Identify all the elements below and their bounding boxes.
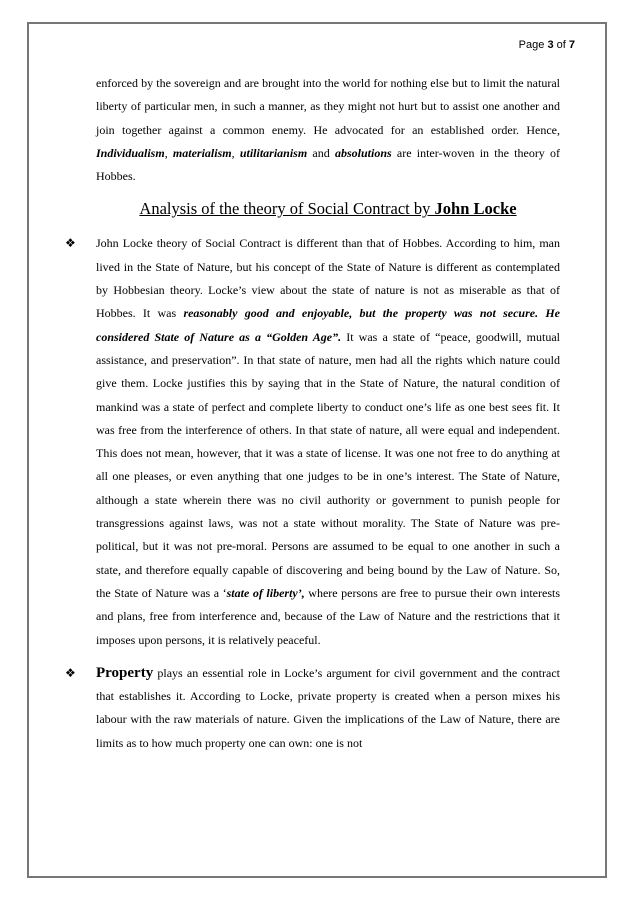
heading-name: John Locke	[434, 199, 517, 219]
paragraph-hobbes	[96, 72, 560, 188]
keyword-individualism: Individualism	[96, 145, 165, 160]
text-run: where persons are free to pursue their own interests and plans, free from interference and, because of the Law of Nature and the restrictions that it imposes upon persons, it is relatively peaceful.	[96, 585, 561, 647]
page-number	[519, 39, 575, 51]
spacer	[96, 652, 560, 662]
text-run: ,	[164, 145, 173, 160]
keyword-property: Property	[96, 664, 154, 681]
diamond-bullet-icon: ❖	[65, 665, 76, 680]
section-heading	[96, 198, 560, 220]
bullet-property	[65, 662, 560, 755]
bullet-state-of-nature	[65, 232, 561, 651]
page-total: 7	[568, 39, 575, 51]
paragraph-state-of-nature	[96, 232, 560, 651]
keyword-utilitarianism: utilitarianism	[239, 145, 308, 160]
page-of-label: of	[556, 39, 566, 51]
text-run: plays an essential role in Locke’s argument for civil government and the contract that establishes it. According to Locke, private property is created when a person mixes his labour with the raw materials of nature. Given the implications of the Law of Nature, there are limits as to how much property one can own: one is not	[96, 665, 560, 750]
heading-prefix: Analysis of the theory of Social Contract by	[139, 199, 435, 219]
text-run: enforced by the sovereign and are brought into the world for nothing else but to limit the natural liberty of particular men, in such a manner, as they might not hurt but to assist one another and join together against a common enemy. He advocated for an established order. Hence,	[96, 76, 560, 137]
paragraph-property	[96, 662, 560, 755]
text-run: are inter-woven in the theory of Hobbes.	[96, 145, 561, 184]
keyword-materialism: materialism	[172, 145, 232, 160]
page-current: 3	[547, 39, 554, 51]
diamond-bullet-icon: ❖	[65, 236, 76, 251]
document-body	[65, 72, 561, 755]
text-run: It was a state of “peace, goodwill, mutual assistance, and preservation”. In that state of nature, men had all the rights which nature could give them. Locke justifies this by saying that in the State of Nature, the natural condition of mankind was a state of perfect and complete liberty to conduct one’s life as one best sees fit. It was free from the interference of others. In that state of nature, all were equal and independent. This does not mean, however, that it was a state of license. It was one not free to do anything at all one pleases, or even anything that one judges to be in one’s interest. The State of Nature, although a state wherein there was no civil authority or government to punish people for transgressions against laws, was not a state without morality. The State of Nature was pre-political, but it was not pre-moral. Persons are assumed to be equal to one another in such a state, and therefore equally capable of discovering and being bound by the Law of Nature. So, the State of Nature was a ‘	[96, 329, 560, 600]
keyword-absolutions: absolutions	[334, 145, 392, 160]
text-run: ,	[231, 145, 240, 160]
page-label: Page	[518, 39, 545, 51]
text-run: and	[307, 145, 335, 160]
emphasis-golden-age: reasonably good and enjoyable, but the property was not secure. He considered State of Nature as a “Golden Age”.	[96, 306, 561, 344]
text-run: John Locke theory of Social Contract is different than that of Hobbes. According to him, man lived in the State of Nature, but his concept of the State of Nature is different as contemplated by Hobbesian theory. Locke’s view about the state of nature is not as miserable as that of Hobbes. It was	[96, 236, 560, 321]
emphasis-state-of-liberty: state of liberty’,	[226, 585, 305, 600]
